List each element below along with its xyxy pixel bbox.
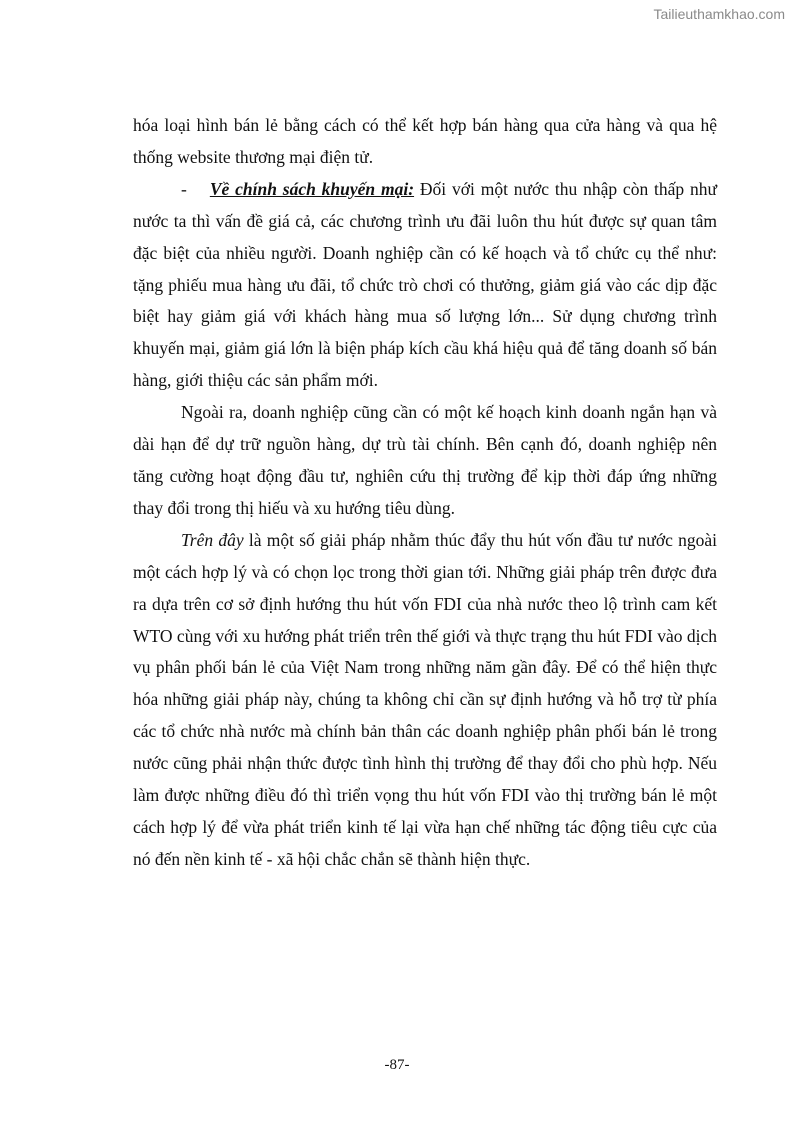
watermark: Tailieuthamkhao.com [653,6,785,22]
paragraph-text: là một số giải pháp nhằm thúc đẩy thu hút vốn đầu tư nước ngoài một cách hợp lý và có chọn lọc trong thời gian tới. Những giải pháp trên được đưa ra dựa trên cơ sở định hướng thu hút vốn FDI của nhà nước theo lộ trình cam kết WTO cùng với xu hướng phát triển trên thế giới và thực trạng thu hút FDI vào dịch vụ phân phối bán lẻ của Việt Nam trong những năm gần đây. Để có thể hiện thực hóa những giải pháp này, chúng ta không chỉ cần sự định hướng và hỗ trợ từ phía các tổ chức nhà nước mà chính bản thân các doanh nghiệp phân phối bán lẻ trong nước cũng phải nhận thức được tình hình thị trường để thay đổi cho phù hợp. Nếu làm được những điều đó thì triển vọng thu hút vốn FDI vào thị trường bán lẻ một cách hợp lý để vừa phát triển kinh tế lại vừa hạn chế những tác động tiêu cực của nó đến nền kinh tế - xã hội chắc chắn sẽ thành hiện thực. [133,529,717,869]
page-number: -87- [384,1057,410,1073]
italic-phrase: Trên đây [181,529,244,550]
section-heading: Về chính sách khuyến mại: [209,178,415,199]
paragraph-business-plan: Ngoài ra, doanh nghiệp cũng cần có một kế hoạch kinh doanh ngắn hạn và dài hạn để dự trữ nguồn hàng, dự trù tài chính. Bên cạnh đó, doanh nghiệp nên tăng cường hoạt động đầu tư, nghiên cứu thị trường để kịp thời đáp ứng những thay đổi trong thị hiếu và xu hướng tiêu dùng. [133,402,717,518]
paragraph-continuation: hóa loại hình bán lẻ bằng cách có thể kết hợp bán hàng qua cửa hàng và qua hệ thống website thương mại điện tử. [133,115,717,167]
paragraph-promotion-policy [133,174,717,397]
paragraph-text: Đối với một nước thu nhập còn thấp như nước ta thì vấn đề giá cả, các chương trình ưu đãi luôn thu hút được sự quan tâm đặc biệt của nhiều người. Doanh nghiệp cần có kế hoạch và tổ chức cụ thể như: tặng phiếu mua hàng ưu đãi, tổ chức trò chơi có thưởng, giảm giá vào các dịp đặc biệt hay giảm giá với khách hàng mua số lượng lớn... Sử dụng chương trình khuyến mại, giảm giá lớn là biện pháp kích cầu khá hiệu quả để tăng doanh số bán hàng, giới thiệu các sản phẩm mới. [133,178,717,391]
paragraph-conclusion [133,525,717,876]
document-body [133,110,717,876]
bullet-dash: - [181,178,187,199]
